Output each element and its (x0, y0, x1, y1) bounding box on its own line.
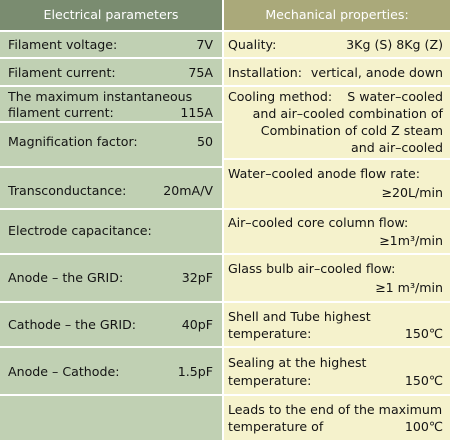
row-label: Filament current: (8, 65, 116, 80)
mechanical-row-installation (224, 59, 450, 87)
row-label: Water–cooled anode flow rate: (228, 166, 421, 181)
row-label: Electrode capacitance: (8, 223, 152, 238)
row-text-line1: Shell and Tube highest (228, 309, 371, 324)
row-value: 20mA/V (163, 183, 213, 198)
row-value: 50 (196, 134, 213, 149)
row-label: Glass bulb air–cooled flow: (228, 261, 396, 276)
mechanical-row-cooling-method (224, 87, 450, 160)
row-value: 1.5pF (177, 364, 213, 379)
row-value: ≥20L/min (381, 185, 443, 200)
mechanical-row-water-flow (224, 160, 450, 210)
electrical-row-anode-grid (0, 255, 222, 303)
row-text-line4: and air–cooled (351, 140, 443, 155)
row-value: 100℃ (404, 419, 443, 434)
row-label: Air–cooled core column flow: (228, 215, 409, 230)
row-label: Filament voltage: (8, 37, 118, 52)
row-label-line1: The maximum instantaneous (8, 89, 193, 104)
electrical-row-magnification-factor (0, 123, 222, 168)
electrical-row-transconductance (0, 168, 222, 210)
row-label: Installation: (228, 65, 302, 80)
row-label: temperature of (228, 419, 324, 434)
row-value: 150℃ (404, 373, 443, 388)
row-text-line1: Leads to the end of the maximum (228, 402, 443, 417)
electrical-row-filament-current (0, 59, 222, 87)
row-value: ≥1 m³/min (375, 280, 443, 295)
header-mechanical-properties: Mechanical properties: (224, 0, 450, 30)
row-label: Anode – Cathode: (8, 364, 120, 379)
mechanical-row-leads-temperature (224, 396, 450, 440)
row-value: 7V (196, 37, 213, 52)
mechanical-row-shell-temperature (224, 303, 450, 348)
header-electrical-parameters: Electrical parameters (0, 0, 222, 30)
row-label: Cooling method: (228, 89, 333, 104)
electrical-row-max-filament-current (0, 87, 222, 123)
row-text-line2: and air–cooled combination of (252, 106, 443, 121)
row-text-line3: Combination of cold Z steam (260, 123, 443, 138)
row-label: Anode – the GRID: (8, 270, 124, 285)
row-label: temperature: (228, 326, 312, 341)
row-label-line2: filament current: (8, 105, 114, 120)
row-label: Transconductance: (8, 183, 127, 198)
row-value: 75A (188, 65, 213, 80)
electrical-row-cathode-grid (0, 303, 222, 348)
row-label: temperature: (228, 373, 312, 388)
mechanical-row-air-flow (224, 210, 450, 255)
mechanical-row-bulb-flow (224, 255, 450, 303)
mechanical-column (224, 32, 450, 440)
row-label: Cathode – the GRID: (8, 317, 137, 332)
row-label: Quality: (228, 37, 277, 52)
row-value: vertical, anode down (310, 65, 443, 80)
row-text-line1: Sealing at the highest (228, 355, 367, 370)
row-value: 3Kg (S) 8Kg (Z) (346, 37, 443, 52)
row-label: Magnification factor: (8, 134, 138, 149)
row-value: 115A (180, 105, 213, 120)
row-value: S water–cooled (347, 89, 443, 104)
electrical-row-empty (0, 396, 222, 440)
mechanical-row-sealing-temperature (224, 348, 450, 396)
row-value: 32pF (181, 270, 213, 285)
electrical-row-electrode-capacitance (0, 210, 222, 255)
electrical-column (0, 32, 222, 440)
row-value: 40pF (181, 317, 213, 332)
electrical-row-anode-cathode (0, 348, 222, 396)
row-value: 150℃ (404, 326, 443, 341)
row-value: ≥1m³/min (379, 233, 443, 248)
electrical-row-filament-voltage (0, 32, 222, 59)
mechanical-row-quality (224, 32, 450, 59)
